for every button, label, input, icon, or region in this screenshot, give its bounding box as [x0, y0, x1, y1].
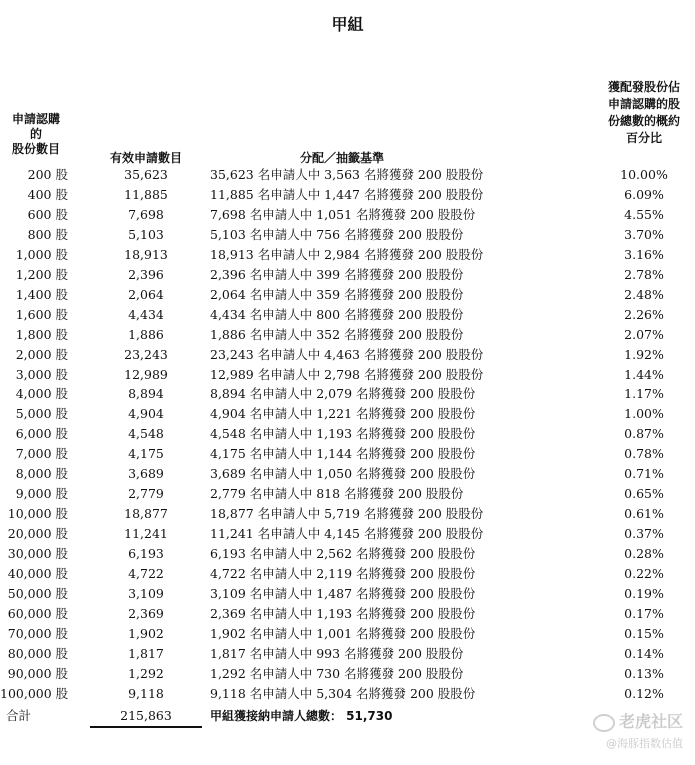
- shares-applied-cell: 1,800 股: [15, 326, 68, 342]
- allotted-percentage-cell: 0.13%: [624, 665, 664, 681]
- table-row: [0, 345, 695, 365]
- allocation-basis-cell: 1,292 名申請人中 730 名將獲發 200 股股份: [210, 665, 464, 681]
- allotted-percentage-cell: 3.16%: [624, 246, 664, 262]
- valid-applications-cell: 6,193: [128, 546, 164, 562]
- shares-applied-cell: 800 股: [27, 226, 68, 242]
- allotted-percentage-cell: 0.22%: [624, 566, 664, 581]
- table-row: [0, 684, 695, 704]
- table-row: [0, 524, 695, 544]
- allocation-basis-cell: 35,623 名申請人中 3,563 名將獲發 200 股股份: [210, 167, 484, 182]
- shares-applied-cell: 1,000 股: [15, 246, 68, 262]
- allocation-basis-cell: 2,396 名申請人中 399 名將獲發 200 股股份: [210, 266, 464, 282]
- table-row: [0, 424, 695, 444]
- table-row: [0, 165, 695, 185]
- allocation-basis-cell: 4,175 名申請人中 1,144 名將獲發 200 股股份: [210, 446, 476, 462]
- header-allotted-percentage-line4: 百分比: [625, 131, 662, 145]
- valid-applications-cell: 1,817: [128, 645, 164, 661]
- table-row: [0, 185, 695, 205]
- valid-applications-cell: 4,175: [128, 446, 164, 462]
- table-row: [0, 504, 695, 524]
- allocation-basis-cell: 3,689 名申請人中 1,050 名將獲發 200 股股份: [210, 466, 476, 482]
- allotted-percentage-cell: 0.28%: [624, 546, 664, 562]
- shares-applied-cell: 70,000 股: [7, 625, 68, 641]
- table-row: [0, 464, 695, 484]
- table-row: [0, 404, 695, 424]
- header-allotted-percentage-line2: 申請認購的股: [607, 97, 680, 111]
- shares-applied-cell: 1,400 股: [15, 286, 68, 302]
- page-title: 甲組: [331, 15, 364, 34]
- allocation-basis-cell: 2,369 名申請人中 1,193 名將獲發 200 股股份: [210, 605, 476, 621]
- shares-applied-cell: 400 股: [27, 186, 68, 202]
- watermark-main: [593, 712, 683, 732]
- allotted-percentage-cell: 0.78%: [624, 446, 664, 462]
- total-row: [0, 705, 695, 727]
- allotted-percentage-cell: 1.17%: [624, 386, 664, 402]
- allotted-percentage-cell: 0.17%: [624, 605, 664, 621]
- shares-applied-cell: 8,000 股: [15, 466, 68, 482]
- allocation-basis-cell: 4,904 名申請人中 1,221 名將獲發 200 股股份: [210, 406, 476, 422]
- allocation-basis-cell: 23,243 名申請人中 4,463 名將獲發 200 股股份: [210, 346, 484, 362]
- allocation-basis-cell: 1,817 名申請人中 993 名將獲發 200 股股份: [210, 645, 464, 661]
- table-row: [0, 205, 695, 225]
- table-row: [0, 664, 695, 684]
- table-row: [0, 225, 695, 245]
- allotted-percentage-cell: 2.48%: [624, 286, 664, 302]
- shares-applied-cell: 90,000 股: [7, 665, 68, 681]
- allotted-percentage-cell: 3.70%: [624, 226, 664, 242]
- header-shares-applied-line2: 的: [29, 127, 42, 141]
- allotted-percentage-cell: 0.87%: [624, 426, 664, 442]
- allocation-basis-cell: 2,779 名申請人中 818 名將獲發 200 股股份: [210, 486, 464, 502]
- shares-applied-cell: 100,000 股: [0, 685, 69, 701]
- allocation-basis-cell: 9,118 名申請人中 5,304 名將獲發 200 股股份: [210, 685, 476, 701]
- allotted-percentage-cell: 0.61%: [624, 506, 664, 522]
- valid-applications-cell: 2,064: [128, 286, 164, 302]
- allocation-basis-cell: 5,103 名申請人中 756 名將獲發 200 股股份: [210, 226, 464, 242]
- shares-applied-cell: 3,000 股: [15, 366, 68, 382]
- shares-applied-cell: 600 股: [27, 206, 68, 222]
- header-shares-applied: [4, 112, 68, 157]
- total-applications: 215,863: [90, 706, 202, 728]
- table-row: [0, 384, 695, 404]
- valid-applications-cell: 4,904: [128, 406, 164, 422]
- table-row: [0, 444, 695, 464]
- allotted-percentage-cell: 1.92%: [624, 346, 664, 362]
- valid-applications-cell: 1,886: [128, 326, 164, 342]
- shares-applied-cell: 60,000 股: [7, 605, 68, 621]
- table-row: [0, 644, 695, 664]
- shares-applied-cell: 2,000 股: [15, 346, 68, 362]
- valid-applications-cell: 18,877: [124, 506, 168, 522]
- valid-applications-cell: 4,722: [128, 566, 164, 581]
- shares-applied-cell: 5,000 股: [15, 406, 68, 422]
- allotted-percentage-cell: 0.15%: [624, 625, 664, 641]
- table-row: [0, 484, 695, 504]
- allotted-percentage-cell: 0.19%: [624, 585, 664, 601]
- allocation-basis-cell: 11,885 名申請人中 1,447 名將獲發 200 股股份: [210, 186, 484, 202]
- table-row: [0, 305, 695, 325]
- allotted-percentage-cell: 0.12%: [624, 685, 664, 701]
- valid-applications-cell: 23,243: [124, 346, 168, 362]
- shares-applied-cell: 80,000 股: [7, 645, 68, 661]
- allocation-basis-cell: 18,913 名申請人中 2,984 名將獲發 200 股股份: [210, 246, 484, 262]
- shares-applied-cell: 30,000 股: [7, 546, 68, 562]
- valid-applications-cell: 3,109: [128, 585, 164, 601]
- total-label: 合計: [6, 708, 32, 723]
- allocation-basis-cell: 12,989 名申請人中 2,798 名將獲發 200 股股份: [210, 366, 484, 382]
- shares-applied-cell: 7,000 股: [15, 446, 68, 462]
- table-row: [0, 245, 695, 265]
- header-allotted-percentage-line1: 獲配發股份佔: [607, 80, 680, 94]
- allocation-basis-cell: 1,902 名申請人中 1,001 名將獲發 200 股股份: [210, 625, 476, 641]
- allocation-basis-cell: 3,109 名申請人中 1,487 名將獲發 200 股股份: [210, 585, 476, 601]
- valid-applications-cell: 2,369: [128, 605, 164, 621]
- watermark: [593, 712, 683, 752]
- header-allocation-basis: 分配／抽籤基準: [299, 151, 384, 165]
- allotted-percentage-cell: 10.00%: [620, 167, 668, 182]
- watermark-main-text: 老虎社区: [618, 712, 683, 731]
- shares-applied-cell: 40,000 股: [7, 566, 68, 581]
- header-shares-applied-line1: 申請認購: [11, 112, 60, 126]
- allotted-percentage-cell: 1.44%: [624, 366, 664, 382]
- allocation-basis-cell: 4,722 名申請人中 2,119 名將獲發 200 股股份: [210, 566, 476, 581]
- valid-applications-cell: 7,698: [128, 206, 164, 222]
- valid-applications-cell: 2,396: [128, 266, 164, 282]
- header-shares-applied-line3: 股份數目: [11, 142, 60, 156]
- table-row: [0, 365, 695, 385]
- valid-applications-cell: 4,548: [128, 426, 164, 442]
- valid-applications-cell: 9,118: [128, 685, 164, 701]
- table-row: [0, 285, 695, 305]
- valid-applications-cell: 11,241: [124, 526, 168, 542]
- valid-applications-cell: 4,434: [128, 306, 164, 322]
- allotted-percentage-cell: 0.65%: [624, 486, 664, 502]
- shares-applied-cell: 10,000 股: [7, 506, 68, 522]
- shares-applied-cell: 200 股: [27, 167, 68, 182]
- valid-applications-cell: 12,989: [124, 366, 168, 382]
- allocation-basis-cell: 4,434 名申請人中 800 名將獲發 200 股股份: [210, 306, 464, 322]
- header-allotted-percentage: [598, 79, 690, 147]
- allocation-basis-cell: 6,193 名申請人中 2,562 名將獲發 200 股股份: [210, 546, 476, 562]
- allocation-basis-cell: 18,877 名申請人中 5,719 名將獲發 200 股股份: [210, 506, 484, 522]
- allotted-percentage-cell: 0.14%: [624, 645, 664, 661]
- table-row: [0, 325, 695, 345]
- table-row: [0, 604, 695, 624]
- allotted-percentage-cell: 1.00%: [624, 406, 664, 422]
- allotted-percentage-cell: 2.26%: [624, 306, 664, 322]
- valid-applications-cell: 5,103: [128, 226, 164, 242]
- table-row: [0, 265, 695, 285]
- shares-applied-cell: 20,000 股: [7, 526, 68, 542]
- shares-applied-cell: 4,000 股: [15, 386, 68, 402]
- watermark-sub: @海豚指数估值: [606, 737, 683, 750]
- allocation-basis-cell: 8,894 名申請人中 2,079 名將獲發 200 股股份: [210, 386, 476, 402]
- total-accepted-applicants: 甲組獲接納申請人總數： 51,730: [210, 709, 393, 723]
- allotted-percentage-cell: 2.78%: [624, 266, 664, 282]
- allocation-basis-cell: 1,886 名申請人中 352 名將獲發 200 股股份: [210, 326, 464, 342]
- allotted-percentage-cell: 0.37%: [624, 526, 664, 542]
- valid-applications-cell: 3,689: [128, 466, 164, 482]
- table-row: [0, 624, 695, 644]
- shares-applied-cell: 6,000 股: [15, 426, 68, 442]
- shares-applied-cell: 1,600 股: [15, 306, 68, 322]
- header-allotted-percentage-line3: 份總數的概約: [607, 114, 680, 128]
- allotted-percentage-cell: 0.71%: [624, 466, 664, 482]
- shares-applied-cell: 9,000 股: [15, 486, 68, 502]
- allocation-basis-cell: 2,064 名申請人中 359 名將獲發 200 股股份: [210, 286, 464, 302]
- valid-applications-cell: 2,779: [128, 486, 164, 502]
- table-row: [0, 544, 695, 564]
- valid-applications-cell: 1,292: [128, 665, 164, 681]
- tiger-logo-icon: [593, 714, 615, 732]
- allocation-basis-cell: 4,548 名申請人中 1,193 名將獲發 200 股股份: [210, 426, 476, 442]
- table-row: [0, 584, 695, 604]
- table-row: [0, 564, 695, 584]
- valid-applications-cell: 11,885: [124, 186, 168, 202]
- allocation-basis-cell: 11,241 名申請人中 4,145 名將獲發 200 股股份: [210, 526, 484, 542]
- valid-applications-cell: 35,623: [124, 167, 168, 182]
- allotted-percentage-cell: 6.09%: [624, 186, 664, 202]
- allotted-percentage-cell: 4.55%: [624, 206, 664, 222]
- shares-applied-cell: 50,000 股: [7, 585, 68, 601]
- shares-applied-cell: 1,200 股: [15, 266, 68, 282]
- valid-applications-cell: 18,913: [124, 246, 168, 262]
- valid-applications-cell: 8,894: [128, 386, 164, 402]
- valid-applications-cell: 1,902: [128, 625, 164, 641]
- header-valid-applications: 有效申請數目: [109, 151, 182, 165]
- allotted-percentage-cell: 2.07%: [624, 326, 664, 342]
- allocation-basis-cell: 7,698 名申請人中 1,051 名將獲發 200 股股份: [210, 206, 476, 222]
